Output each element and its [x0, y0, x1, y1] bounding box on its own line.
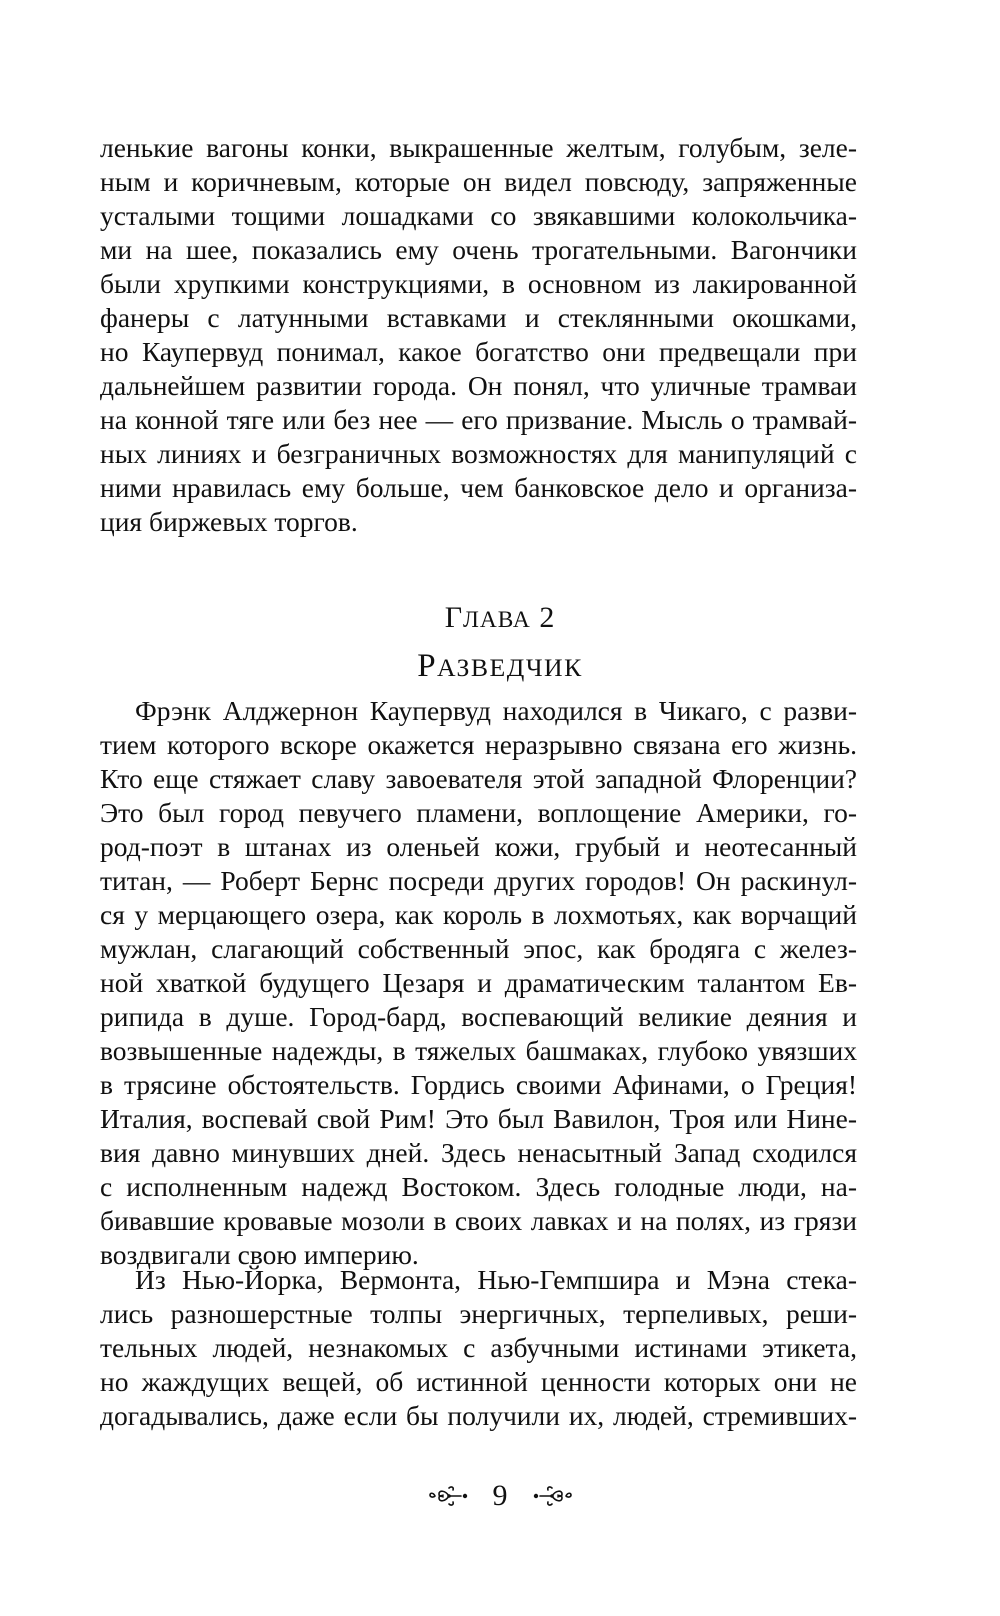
text-line: Италия, воспевай свой Рим! Это был Вавилон, Троя или Нине- — [100, 1103, 857, 1134]
text-line: тием которого вскоре окажется неразрывно связана его жизнь. — [100, 729, 857, 760]
text-line: Фрэнк Алджернон Каупервуд находился в Чикаго, с разви- — [135, 695, 857, 726]
text-line: в трясине обстоятельств. Гордись своими Афинами, о Греция! — [100, 1069, 857, 1100]
text-line: возвышенные надежды, в тяжелых башмаках, глубоко увязших — [100, 1035, 857, 1066]
text-line: Из Нью-Йорка, Вермонта, Нью-Гемпшира и Мэна стека- — [135, 1264, 857, 1295]
fleuron-ornament-icon — [427, 1482, 471, 1510]
text-line: ным и коричневым, которые он видел повсюду, запряженные — [100, 166, 857, 197]
page-number: 9 — [492, 1479, 508, 1512]
text-line: ной хваткой будущего Цезаря и драматическим талантом Ев- — [100, 967, 857, 998]
chapter-number — [0, 598, 1000, 640]
text-line: лись разношерстные толпы энергичных, терпеливых, реши- — [100, 1298, 857, 1329]
text-line: рипида в душе. Город-бард, воспевающий великие деяния и — [100, 1001, 857, 1032]
top-paragraph — [100, 131, 857, 539]
text-line: Кто еще стяжает славу завоевателя этой западной Флоренции? — [100, 763, 857, 794]
text-line: ция биржевых торгов. — [100, 506, 358, 537]
text-line: ми на шее, показались ему очень трогательными. Вагончики — [100, 234, 857, 265]
chapter-title-rest: АЗВЕДЧИК — [437, 653, 583, 682]
text-line: догадывались, даже если бы получили их, людей, стремивших- — [100, 1400, 857, 1431]
text-line: титан, — Роберт Бернс посреди других городов! Он раскинул- — [100, 865, 857, 896]
text-line: ся у мерцающего озера, как король в лохмотьях, как ворчащий — [100, 899, 857, 930]
text-line: с исполненным надежд Востоком. Здесь голодные люди, на- — [100, 1171, 857, 1202]
chapter-paragraph — [100, 694, 857, 1272]
text-line: род-поэт в штанах из оленьей кожи, грубый и неотесанный — [100, 831, 857, 862]
text-line: ленькие вагоны конки, выкрашенные желтым, голубым, зеле- — [100, 132, 857, 163]
text-line: фанеры с латунными вставками и стеклянными окошками, — [100, 302, 857, 333]
text-line: воздвигали свою империю. — [100, 1239, 419, 1270]
text-line: тельных людей, незнакомых с азбучными истинами этикета, — [100, 1332, 857, 1363]
fleuron-ornament-icon — [530, 1482, 574, 1510]
chapter-number-value: 2 — [539, 601, 556, 634]
page-footer — [0, 1476, 1000, 1516]
text-line: бивавшие кровавые мозоли в своих лавках и на полях, из грязи — [100, 1205, 857, 1236]
text-line: Это был город певучего пламени, воплощение Америки, го- — [100, 797, 857, 828]
text-line: ними нравилась ему больше, чем банковское дело и организа- — [100, 472, 857, 503]
text-line: мужлан, слагающий собственный эпос, как бродяга с желез- — [100, 933, 857, 964]
text-line: вия давно минувших дней. Здесь ненасытный Запад сходился — [100, 1137, 857, 1168]
text-line: дальнейшем развитии города. Он понял, что уличные трамваи — [100, 370, 857, 401]
second-paragraph — [100, 1263, 857, 1433]
chapter-title — [0, 644, 1000, 690]
text-line: на конной тяге или без нее — его призвание. Мысль о трамвай- — [100, 404, 857, 435]
chapter-label-initial: Г — [444, 601, 464, 634]
chapter-title-initial: Р — [417, 648, 438, 684]
text-line: ных линиях и безграничных возможностях для манипуляций с — [100, 438, 857, 469]
text-line: были хрупкими конструкциями, в основном из лакированной — [100, 268, 857, 299]
chapter-label-rest: ЛАВА — [463, 607, 531, 633]
text-line: но Каупервуд понимал, какое богатство они предвещали при — [100, 336, 857, 367]
text-line: но жаждущих вещей, об истинной ценности которых они не — [100, 1366, 857, 1397]
text-line: усталыми тощими лошадками со звякавшими колокольчика- — [100, 200, 857, 231]
